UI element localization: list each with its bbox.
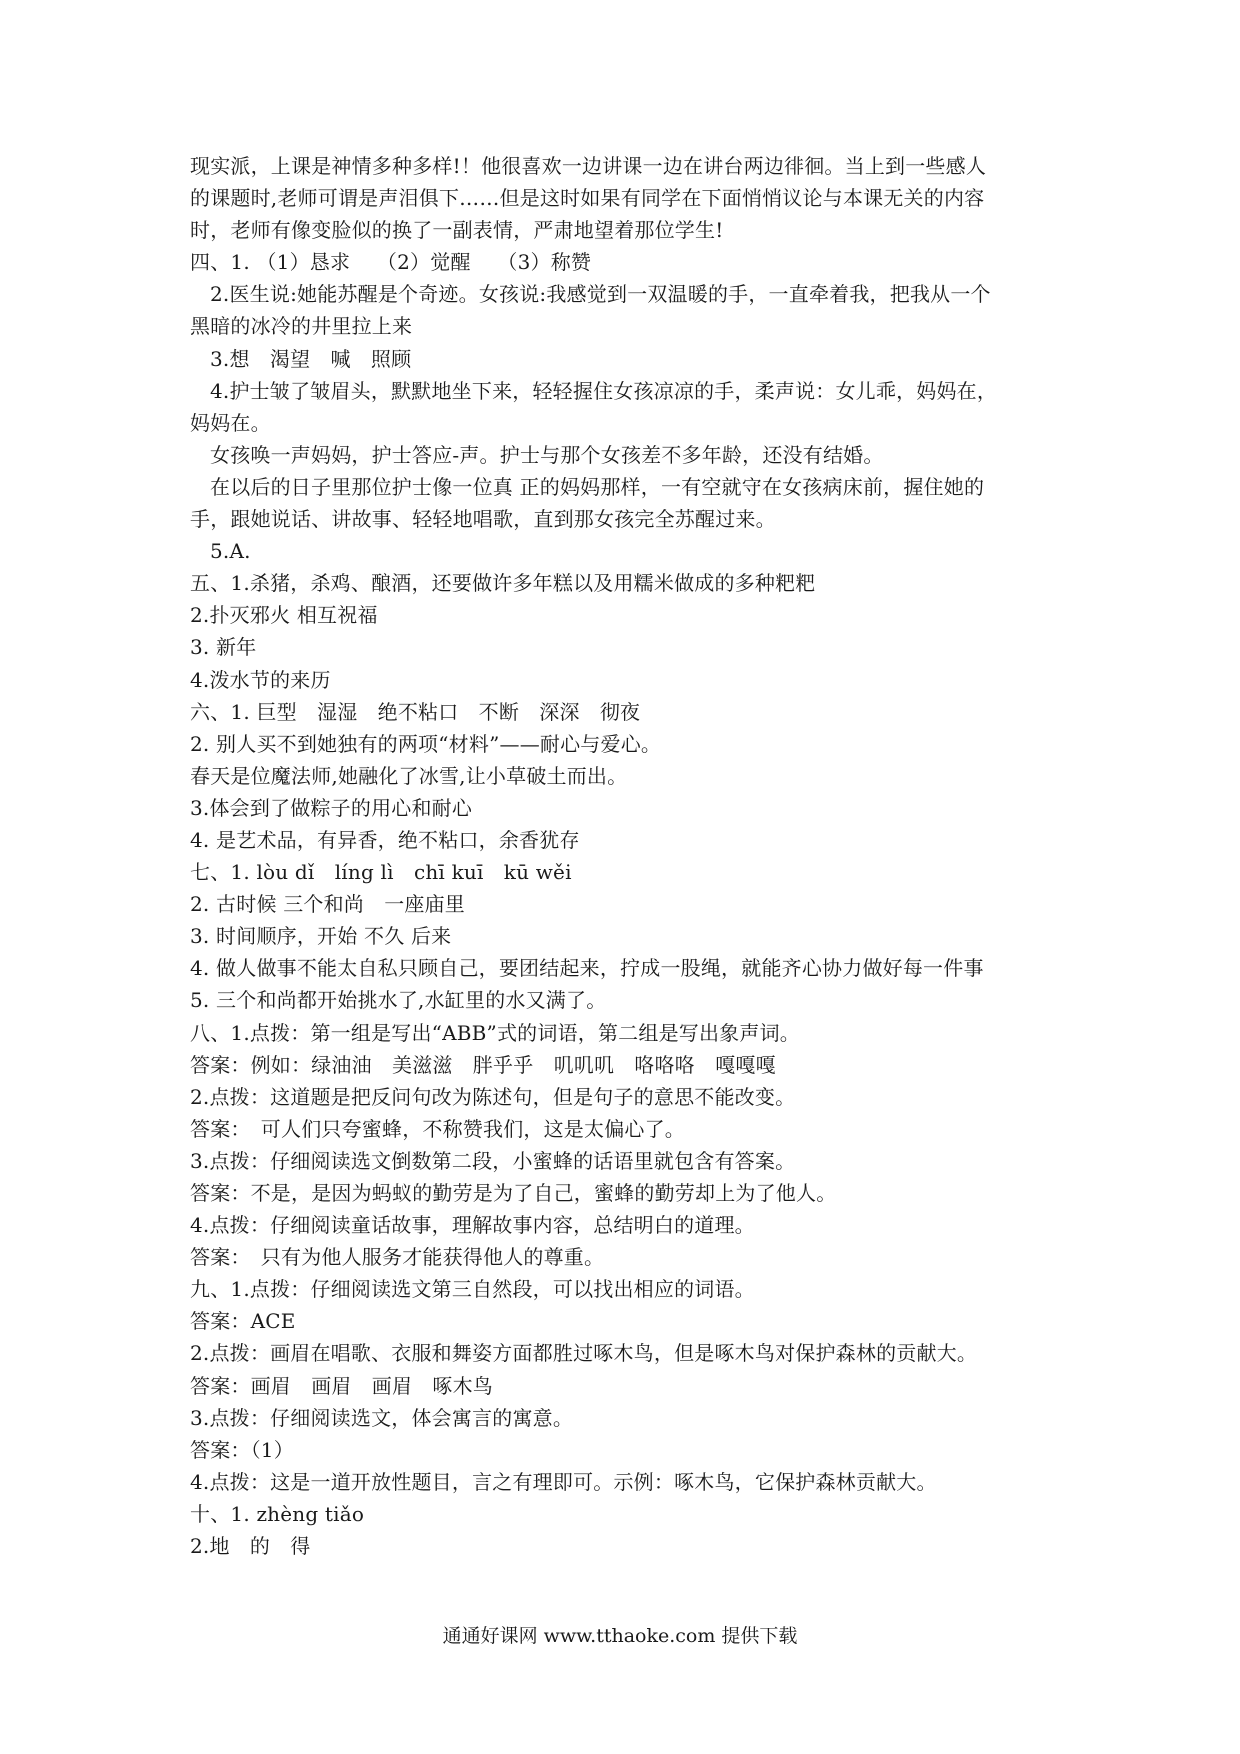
text-line: 4.点拨：这是一道开放性题目，言之有理即可。示例：啄木鸟，它保护森林贡献大。 [190,1469,937,1494]
text-line: 2.医生说:她能苏醒是个奇迹。女孩说:我感觉到一双温暖的手，一直牵着我，把我从一个 [210,282,991,307]
text-line: 现实派，上课是神情多种多样!！他很喜欢一边讲课一边在讲台两边徘徊。当上到一些感人 [190,154,987,178]
text-line: 3.点拨：仔细阅读选文倒数第二段，小蜜蜂的话语里就包含有答案。 [190,1148,796,1173]
text-line: 五、1.杀猪，杀鸡、酿酒，还要做许多年糕以及用糯米做成的多种粑粑 [190,571,816,596]
answer-text-body [190,150,1070,1562]
text-line: 2. 古时候 三个和尚 一座庙里 [190,892,465,917]
page-footer [0,1623,1240,1649]
text-line: 4.点拨：仔细阅读童话故事，理解故事内容，总结明白的道理。 [190,1213,755,1238]
text-line: 2. 别人买不到她独有的两项“材料”——耐心与爱心。 [190,731,662,756]
text-line: 答案： 可人们只夸蜜蜂，不称赞我们，这是太偏心了。 [190,1116,685,1141]
text-line: 2.地 的 得 [190,1534,311,1559]
text-line: 4. 做人做事不能太自私只顾自己，要团结起来，拧成一股绳，就能齐心协力做好每一件事 [190,956,984,981]
text-line: 时，老师有像变脸似的换了一副表情，严肃地望着那位学生! [190,218,724,243]
text-line: 答案：ACE [190,1309,296,1334]
text-line: 妈妈在。 [190,410,271,435]
text-line: 3. 时间顺序，开始 不久 后来 [190,924,452,949]
text-line: 3.体会到了做粽子的用心和耐心 [190,795,473,820]
text-line: 4.泼水节的来历 [190,667,331,692]
text-line: 八、1.点拨：第一组是写出“ABB”式的词语，第二组是写出象声词。 [190,1020,800,1045]
text-line: 2.扑灭邪火 相互祝福 [190,603,378,628]
text-line: 5. 三个和尚都开始挑水了,水缸里的水又满了。 [190,988,607,1013]
text-line: 手，跟她说话、讲故事、轻轻地唱歌，直到那女孩完全苏醒过来。 [190,507,776,532]
text-line: 十、1. zhèng tiǎo [190,1501,365,1526]
text-line: 九、1.点拨：仔细阅读选文第三自然段，可以找出相应的词语。 [190,1277,755,1302]
text-line: 4. 是艺术品，有异香，绝不粘口，余香犹存 [190,827,580,852]
text-line: 春天是位魔法师,她融化了冰雪,让小草破土而出。 [190,763,628,788]
text-line: 3.想 渴望 喊 照顾 [210,346,412,371]
text-line: 答案：不是，是因为蚂蚁的勤劳是为了自己，蜜蜂的勤劳却上为了他人。 [190,1181,837,1205]
text-line: 2.点拨：这道题是把反问句改为陈述句，但是句子的意思不能改变。 [190,1084,796,1109]
text-line: 四、1. （1）恳求 （2）觉醒 （3）称赞 [190,250,592,275]
text-line: 4.护士皱了皱眉头，默默地坐下来，轻轻握住女孩凉凉的手，柔声说：女儿乖，妈妈在， [210,378,998,403]
text-line: 2.点拨：画眉在唱歌、衣服和舞姿方面都胜过啄木鸟，但是啄木鸟对保护森林的贡献大。 [190,1341,978,1366]
text-line: 的课题时,老师可谓是声泪俱下……但是这时如果有同学在下面悄悄议论与本课无关的内容 [190,186,985,211]
text-line: 六、1. 巨型 湿湿 绝不粘口 不断 深深 彻夜 [190,699,641,724]
text-line: 3. 新年 [190,635,257,660]
text-line: 答案： 只有为他人服务才能获得他人的尊重。 [190,1245,605,1270]
text-line: 答案：画眉 画眉 画眉 啄木鸟 [190,1373,493,1398]
text-line: 黑暗的冰冷的井里拉上来 [190,314,413,339]
text-line: 女孩唤一声妈妈，护士答应-声。护士与那个女孩差不多年龄，还没有结婚。 [210,442,884,467]
text-line: 在以后的日子里那位护士像一位真 正的妈妈那样，一有空就守在女孩病床前，握住她的 [210,474,985,499]
text-line: 5.A. [210,539,251,564]
text-line: 答案：例如：绿油油 美滋滋 胖乎乎 叽叽叽 咯咯咯 嘎嘎嘎 [190,1052,776,1077]
footer-text: 通通好课网 www.tthaoke.com 提供下载 [442,1625,798,1647]
text-line: 七、1. lòu dǐ líng lì chī kuī kū wěi [190,860,572,885]
text-line: 3.点拨：仔细阅读选文，体会寓言的寓意。 [190,1405,574,1430]
text-line: 答案：（1） [190,1437,294,1462]
